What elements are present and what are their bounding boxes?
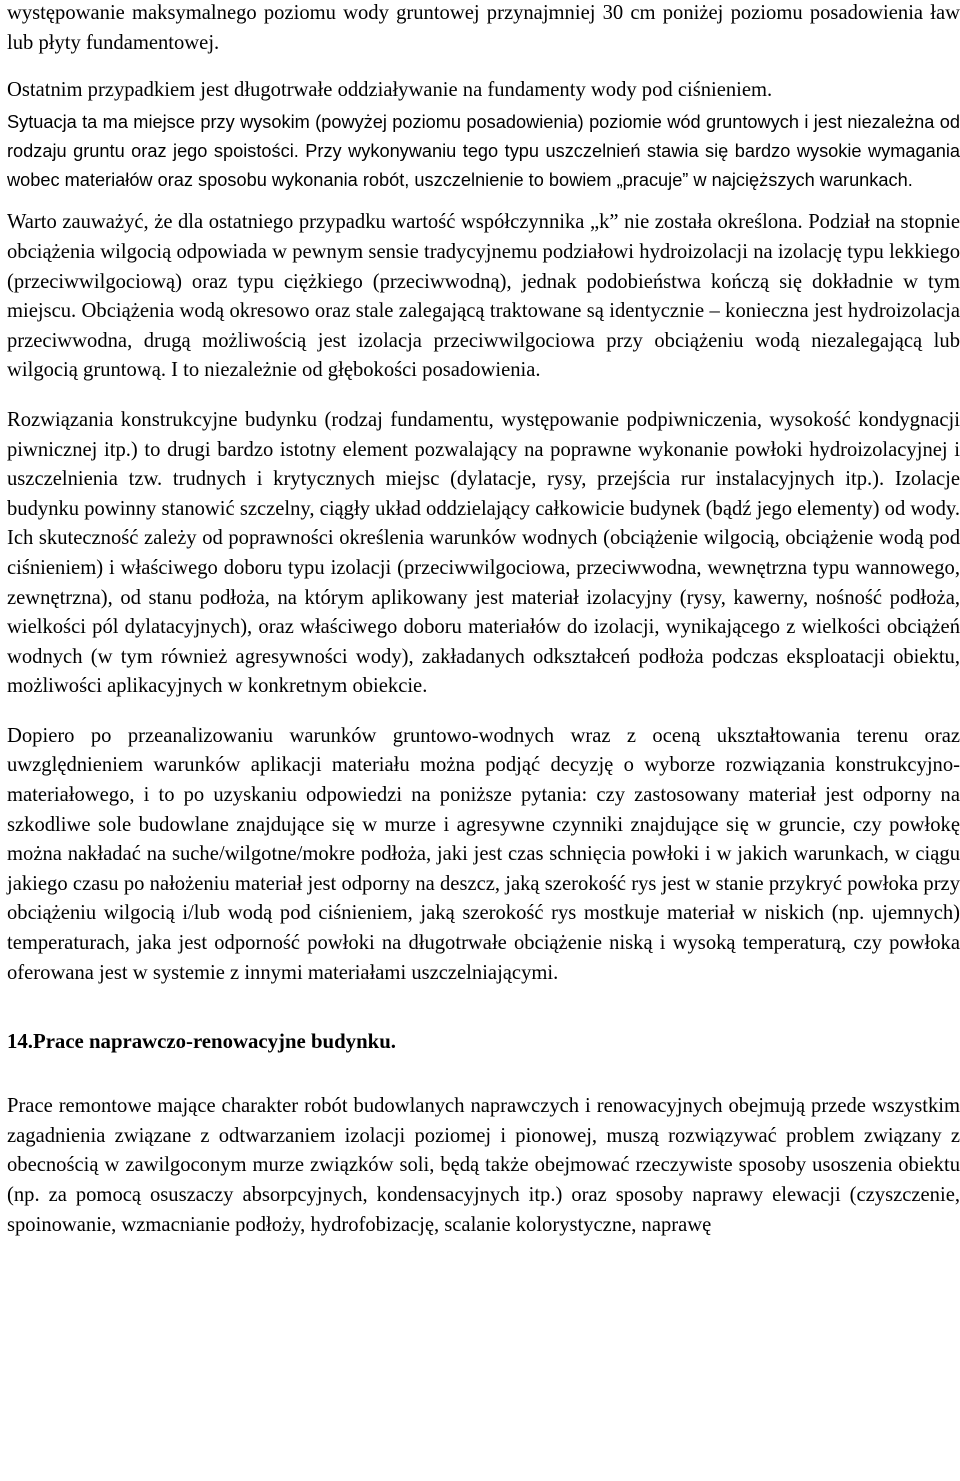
paragraph-renovation: Prace remontowe mające charakter robót budowlanych naprawczych i renowacyjnych obejmują przede wszystkim zagadnienia związane z odtwarzaniem izolacji poziomej i pionowej, muszą rozwiązywać problem związany z obecnością w zawilgoconym murze związków soli, będą także obejmować rzeczywiste sposoby usoszenia obiektu (np. za pomocą osuszaczy absorpcyjnych, kondensacyjnych itp.) oraz sposoby naprawy elewacji (czyszczenie, spoinowanie, wzmacnianie podłoży, hydrofobizację, scalanie kolorystyczne, naprawę — [7, 1095, 960, 1236]
document-page — [7, 0, 960, 1240]
paragraph-coefficient: Warto zauważyć, że dla ostatniego przypadku wartość współczynnika „k” nie została określona. Podział na stopnie obciążenia wilgocią odpowiada w pewnym sensie tradycyjnemu podziałowi hydroizolacji na izolację typu lekkiego (przeciwwilgociową) oraz typu ciężkiego (przeciwwodną), jednak podobieństwa kończą się dokładnie w tym miejscu. Obciążenia wodą okresowo oraz stale zalegającą traktowane są identycznie – konieczna jest hydroizolacja przeciwwodna, drugą możliwością jest izolacja przeciwwilgociowa przy obciążeniu wodą niezalegającą lub wilgocią gruntową. I to niezależnie od głębokości posadowienia. — [7, 211, 960, 382]
paragraph-analysis: Dopiero po przeanalizowaniu warunków gruntowo-wodnych wraz z oceną ukształtowania terenu oraz uwzględnieniem warunków aplikacji materiału można podjąć decyzję o wyborze rozwiązania konstrukcyjno-materiałowego, i to po uzyskaniu odpowiedzi na poniższe pytania: czy zastosowany materiał jest odporny na szkodliwe sole budowlane znajdujące się w murze i agresywne czynniki znajdujące się w gruncie, czy powłokę można nakładać na suche/wilgotne/mokre podłoża, jaki jest czas schnięcia powłoki i w jakich warunkach, w ciągu jakiego czasu po nałożeniu materiał jest odporny na deszcz, jaką szerokość rys jest w stanie przykryć powłoka przy obciążeniu wilgocią i/lub wodą pod ciśnieniem, jaką szerokość rys mostkuje materiał w niskich (np. ujemnych) temperaturach, jaka jest odporność powłoki na długotrwałe obciążenie niską i wysoką temperaturą, czy powłoka oferowana jest w systemie z innymi materiałami uszczelniającymi. — [7, 724, 960, 984]
paragraph-situation: Sytuacja ta ma miejsce przy wysokim (powyżej poziomu posadowienia) poziomie wód gruntowych i jest niezależna od rodzaju gruntu oraz jego spoistości. Przy wykonywaniu tego typu uszczelnień stawia się bardzo wysokie wymagania wobec materiałów oraz sposobu wykonania robót, uszczelnienie to bowiem „pracuje” w najcięższych warunkach. — [7, 111, 960, 191]
section-heading: 14.Prace naprawczo-renowacyjne budynku. — [7, 1030, 396, 1054]
paragraph-last-case: Ostatnim przypadkiem jest długotrwałe oddziaływanie na fundamenty wody pod ciśnieniem. — [7, 79, 773, 102]
paragraph-construction-solutions: Rozwiązania konstrukcyjne budynku (rodzaj fundamentu, występowanie podpiwniczenia, wysokość kondygnacji piwnicznej itp.) to drugi bardzo istotny element pozwalający na poprawne wykonanie powłoki hydroizolacyjnej i uszczelnienia tzw. trudnych i krytycznych miejsc (dylatacje, rysy, przejścia rur instalacyjnych itp.). Izolacje budynku powinny stanowić szczelny, ciągły układ oddzielający całkowicie budynek (bądź jego elementy) od wody. Ich skuteczność zależy od poprawności określenia warunków wodnych (obciążenie wilgocią, obciążenie wodą pod ciśnieniem) i właściwego doboru typu izolacji (przeciwwilgociowa, przeciwwodna, wewnętrzna typu wannowego, zewnętrzna), od stanu podłoża, na którym aplikowany jest materiał izolacyjny (rysy, kawerny, nośność podłoża, wielkości pól dylatacyjnych), oraz właściwego doboru materiałów do izolacji, wynikającego z wielkości obciążeń wodnych (w tym również agresywności wody), zakładanych odkształceń podłoża podczas eksploatacji obiektu, możliwości aplikacyjnych w konkretnym obiekcie. — [7, 408, 960, 698]
paragraph-water-level: występowanie maksymalnego poziomu wody gruntowej przynajmniej 30 cm poniżej poziomu posadowienia ław lub płyty fundamentowej. — [7, 2, 960, 54]
